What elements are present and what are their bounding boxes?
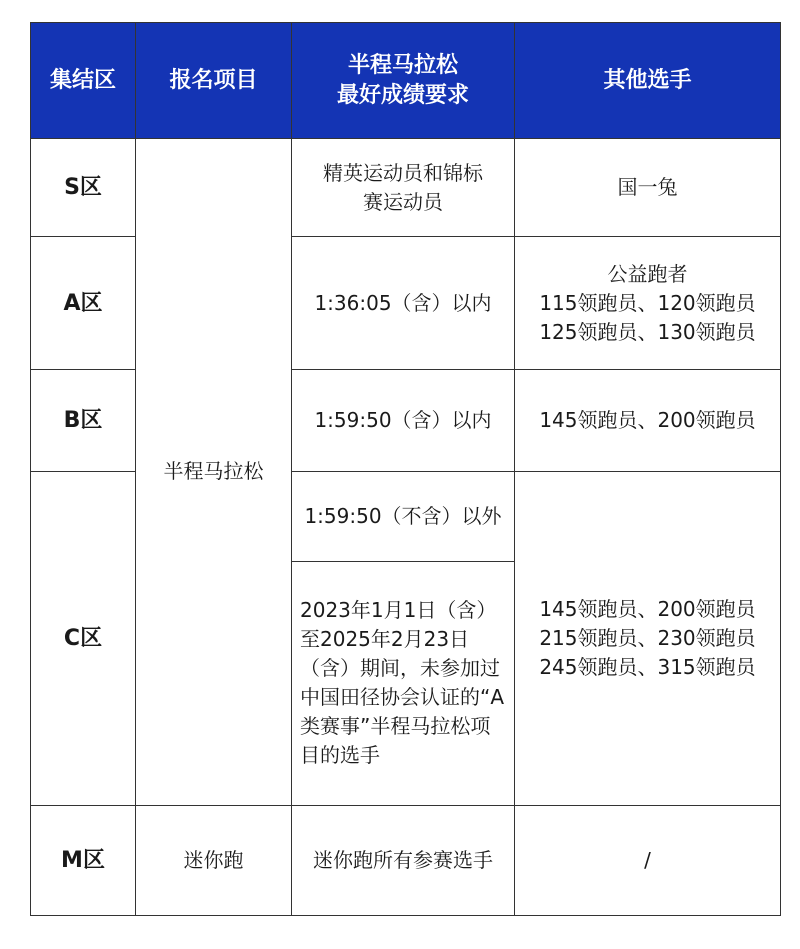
others-cell-a <box>515 237 781 370</box>
requirement-s-line1: 精英运动员和锦标 <box>323 160 483 185</box>
table-row-m <box>31 805 781 915</box>
requirement-cell-a: 1:36:05（含）以内 <box>292 237 515 370</box>
requirement-cell-c-2 <box>292 561 515 805</box>
others-cell-c <box>515 472 781 805</box>
others-a-line1: 公益跑者 <box>607 261 688 286</box>
requirement-cell-b: 1:59:50（含）以内 <box>292 370 515 472</box>
others-cell-b: 145领跑员、200领跑员 <box>515 370 781 472</box>
requirement-cell-c-1: 1:59:50（不含）以外 <box>292 472 515 561</box>
others-a-line3: 125领跑员、130领跑员 <box>539 319 756 344</box>
zone-table-container <box>30 22 780 916</box>
requirement-s-line2: 赛运动员 <box>363 189 443 214</box>
header-requirement-line1: 半程马拉松 <box>347 52 458 78</box>
header-zone: 集结区 <box>31 23 136 139</box>
others-c-line1: 145领跑员、200领跑员 <box>539 597 756 622</box>
zone-cell-s: S区 <box>31 139 136 237</box>
others-c-line3: 245领跑员、315领跑员 <box>539 655 756 680</box>
requirement-cell-s <box>292 139 515 237</box>
others-cell-s: 国一兔 <box>515 139 781 237</box>
requirement-cell-m: 迷你跑所有参赛选手 <box>292 805 515 915</box>
header-requirement-line2: 最好成绩要求 <box>336 82 469 108</box>
zone-cell-a: A区 <box>31 237 136 370</box>
header-others: 其他选手 <box>515 23 781 139</box>
assembly-zone-table <box>30 22 781 916</box>
table-row-s <box>31 139 781 237</box>
others-c-line2: 215领跑员、230领跑员 <box>539 626 756 651</box>
others-a-line2: 115领跑员、120领跑员 <box>539 290 756 315</box>
zone-cell-m: M区 <box>31 805 136 915</box>
requirement-c-2-text: 2023年1月1日（含）至2025年2月23日（含）期间，未参加过中国田径协会认证的“A类赛事”半程马拉松项目的选手 <box>300 598 505 768</box>
event-cell-half-marathon: 半程马拉松 <box>136 139 292 806</box>
header-requirement <box>292 23 515 139</box>
zone-cell-b: B区 <box>31 370 136 472</box>
others-cell-m: / <box>515 805 781 915</box>
event-cell-m: 迷你跑 <box>136 805 292 915</box>
header-event: 报名项目 <box>136 23 292 139</box>
table-header-row <box>31 23 781 139</box>
zone-cell-c: C区 <box>31 472 136 805</box>
